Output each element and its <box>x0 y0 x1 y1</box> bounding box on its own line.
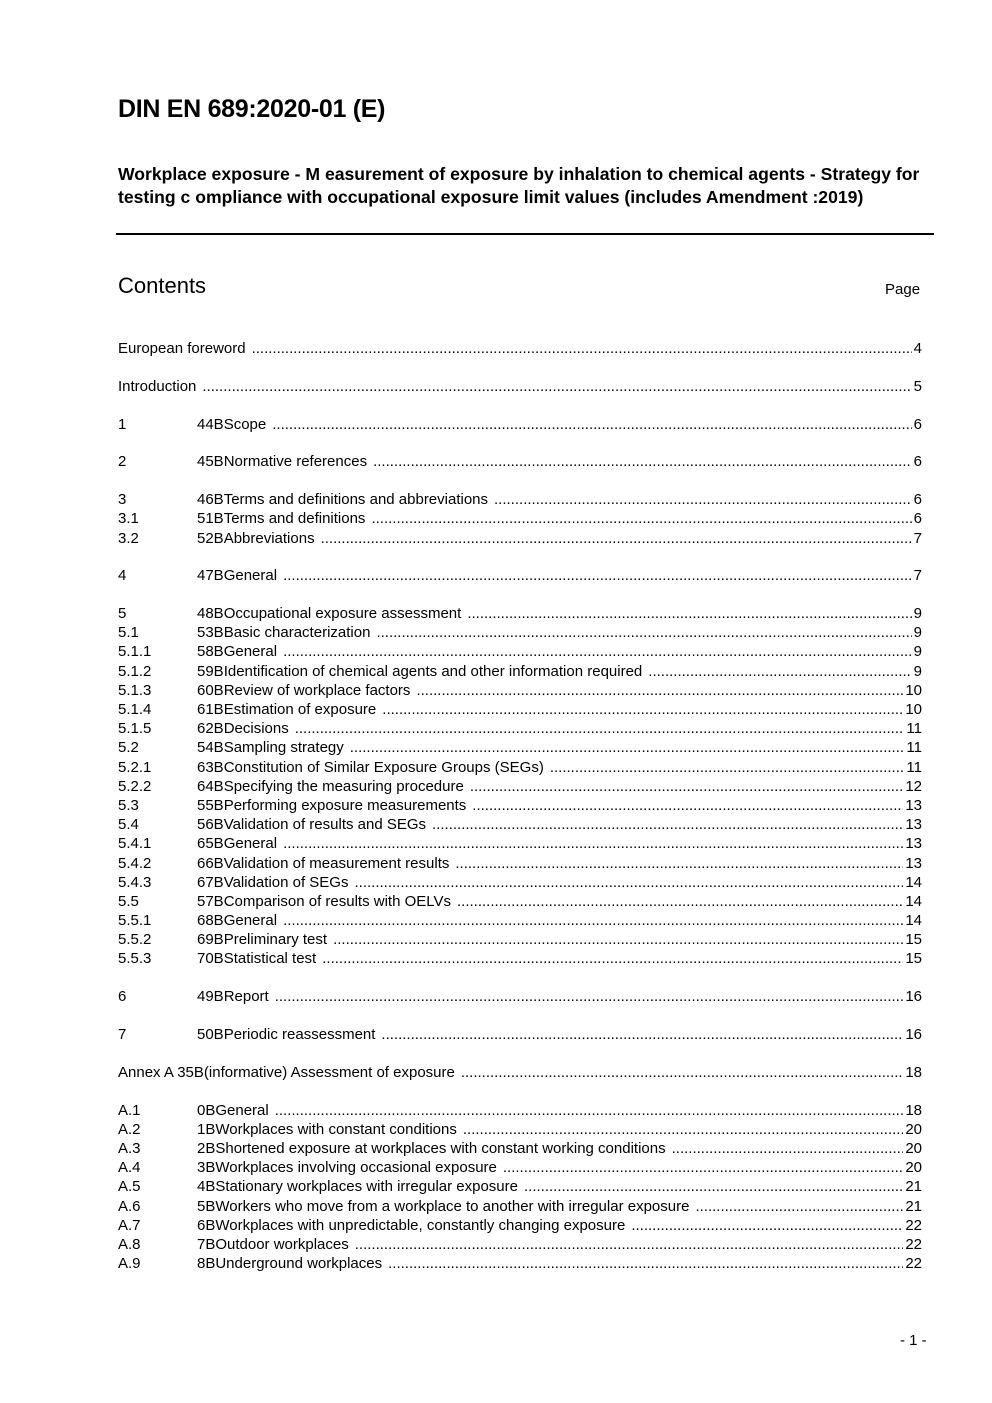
toc-entry[interactable] <box>118 1177 922 1196</box>
toc-entry[interactable] <box>118 873 922 892</box>
toc-entry-page: 22 <box>905 1216 922 1234</box>
toc-entry-page: 16 <box>905 1026 922 1043</box>
toc-entry-page: 13 <box>905 796 922 814</box>
toc-entry-number: A.7 <box>118 1216 141 1234</box>
toc-entry-number: 6 <box>118 988 127 1006</box>
toc-dot-leader <box>283 911 903 930</box>
toc-dot-leader <box>275 1101 904 1120</box>
toc-entry-number: 5.2.2 <box>118 777 152 795</box>
toc-entry-number: A.1 <box>118 1101 141 1119</box>
toc-entry-label: 59BIdentification of chemical agents and other information required <box>197 662 643 680</box>
toc-dot-leader <box>463 1120 903 1139</box>
toc-entry-page: 7 <box>913 529 922 547</box>
toc-dot-leader <box>503 1158 903 1177</box>
toc-entry-label: 58BGeneral <box>197 643 278 661</box>
toc-entry-number: 5.1.2 <box>118 662 152 680</box>
toc-entry[interactable] <box>118 700 922 719</box>
toc-entry-number: 5.4 <box>118 816 139 834</box>
toc-dot-leader <box>252 339 912 358</box>
toc-entry-number: 5.5.3 <box>118 950 152 968</box>
toc-entry-number: 5.2.1 <box>118 758 152 776</box>
toc-entry[interactable] <box>118 1120 922 1139</box>
toc-dot-leader <box>283 834 903 853</box>
toc-dot-leader <box>416 681 903 700</box>
toc-entry-page: 20 <box>905 1159 922 1177</box>
toc-entry[interactable] <box>118 415 922 434</box>
toc-dot-leader <box>275 987 904 1006</box>
toc-entry[interactable] <box>118 1025 922 1044</box>
toc-dot-leader <box>695 1197 903 1216</box>
toc-entry[interactable] <box>118 834 922 853</box>
toc-dot-leader <box>354 873 903 892</box>
toc-entry[interactable] <box>118 509 922 528</box>
toc-entry-number: 3 <box>118 491 127 509</box>
toc-dot-leader <box>457 892 903 911</box>
toc-dot-leader <box>202 377 911 396</box>
toc-entry-label: 66BValidation of measurement results <box>197 854 450 872</box>
toc-dot-leader <box>672 1139 904 1158</box>
toc-entry-page: 14 <box>905 892 922 910</box>
toc-dot-leader <box>388 1254 903 1273</box>
toc-entry-number: 5.5.1 <box>118 912 152 930</box>
toc-entry-number: 5.3 <box>118 796 139 814</box>
toc-entry-page: 9 <box>913 624 922 642</box>
toc-entry-page: 15 <box>905 931 922 949</box>
toc-entry-page: 18 <box>905 1101 922 1119</box>
toc-entry-label: 5BWorkers who move from a workplace to another with irregular exposure <box>197 1197 690 1215</box>
toc-entry-label: Introduction <box>118 377 197 395</box>
toc-entry-label: 52BAbbreviations <box>197 529 315 547</box>
toc-entry[interactable] <box>118 758 922 777</box>
toc-entry[interactable] <box>118 719 922 738</box>
toc-entry-label: 65BGeneral <box>197 835 278 853</box>
toc-entry[interactable] <box>118 642 922 661</box>
toc-entry-label: 68BGeneral <box>197 912 278 930</box>
toc-dot-leader <box>494 490 912 509</box>
toc-entry-label: 63BConstitution of Similar Exposure Groups (SEGs) <box>197 758 544 776</box>
toc-entry-label: 60BReview of workplace factors <box>197 681 411 699</box>
toc-entry-label: 47BGeneral <box>197 567 278 585</box>
toc-entry-page: 9 <box>913 643 922 661</box>
toc-dot-leader <box>455 854 903 873</box>
toc-entry[interactable] <box>118 662 922 681</box>
toc-dot-leader <box>333 930 903 949</box>
toc-entry-number: A.9 <box>118 1255 141 1273</box>
toc-entry-number: 2 <box>118 453 127 471</box>
toc-entry-label: 49BReport <box>197 988 269 1006</box>
toc-entry-label: 1BWorkplaces with constant conditions <box>197 1120 457 1138</box>
toc-dot-leader <box>295 719 905 738</box>
toc-entry[interactable] <box>118 911 922 930</box>
toc-entry[interactable] <box>118 339 922 358</box>
toc-entry-number: 1 <box>118 415 127 433</box>
toc-entry-label: 46BTerms and definitions and abbreviations <box>197 491 489 509</box>
toc-entry-label: 62BDecisions <box>197 720 289 738</box>
toc-entry-number: 5.4.2 <box>118 854 152 872</box>
toc-entry-label: 69BPreliminary test <box>197 931 328 949</box>
toc-entry-number: A.6 <box>118 1197 141 1215</box>
toc-dot-leader <box>381 1025 903 1044</box>
toc-entry-page: 12 <box>905 777 922 795</box>
toc-entry[interactable] <box>118 1235 922 1254</box>
toc-entry-page: 4 <box>913 340 922 357</box>
toc-entry[interactable] <box>118 1063 922 1082</box>
toc-entry-page: 16 <box>905 988 922 1006</box>
toc-entry-page: 9 <box>913 605 922 623</box>
toc-entry[interactable] <box>118 623 922 642</box>
toc-dot-leader <box>272 415 911 434</box>
toc-entry-page: 9 <box>913 662 922 680</box>
toc-entry[interactable] <box>118 1216 922 1235</box>
toc-dot-leader <box>355 1235 904 1254</box>
toc-entry[interactable] <box>118 1158 922 1177</box>
toc-entry[interactable] <box>118 854 922 873</box>
toc-entry-label: 48BOccupational exposure assessment <box>197 605 462 623</box>
toc-entry-number: 3.1 <box>118 510 139 528</box>
toc-entry-label: 2BShortened exposure at workplaces with constant working conditions <box>197 1139 666 1157</box>
toc-entry-number: 5.5.2 <box>118 931 152 949</box>
toc-entry[interactable] <box>118 452 922 471</box>
toc-entry-number: 5.4.3 <box>118 873 152 891</box>
toc-entry-page: 14 <box>905 873 922 891</box>
toc-dot-leader <box>283 642 912 661</box>
toc-entry-number: 4 <box>118 567 127 585</box>
toc-entry-label: 8BUnderground workplaces <box>197 1255 383 1273</box>
document-id: DIN EN 689:2020-01 (E) <box>118 95 386 123</box>
toc-entry[interactable] <box>118 738 922 757</box>
toc-entry-page: 15 <box>905 950 922 968</box>
toc-entry-page: 6 <box>913 510 922 528</box>
toc-entry-label: 64BSpecifying the measuring procedure <box>197 777 464 795</box>
toc-entry-label: 6BWorkplaces with unpredictable, constantly changing exposure <box>197 1216 626 1234</box>
toc-dot-leader <box>376 623 911 642</box>
toc-entry-label: 61BEstimation of exposure <box>197 701 377 718</box>
toc-entry[interactable] <box>118 777 922 796</box>
toc-entry-page: 20 <box>905 1139 922 1157</box>
toc-entry-label: 45BNormative references <box>197 453 368 471</box>
toc-dot-leader <box>470 777 903 796</box>
toc-entry-label: 3BWorkplaces involving occasional exposure <box>197 1159 497 1177</box>
toc-dot-leader <box>524 1177 903 1196</box>
toc-entry-page: 21 <box>905 1197 922 1215</box>
toc-dot-leader <box>371 509 911 528</box>
toc-entry[interactable] <box>118 949 922 968</box>
toc-entry-number: 5 <box>118 605 127 623</box>
toc-entry-page: 18 <box>905 1063 922 1081</box>
toc-entry[interactable] <box>118 796 922 815</box>
toc-entry-page: 6 <box>913 453 922 471</box>
toc-entry-label: 51BTerms and definitions <box>197 510 366 528</box>
toc-entry-page: 21 <box>905 1178 922 1196</box>
toc-entry-number: 5.1.1 <box>118 643 152 661</box>
document-title: Workplace exposure - M easurement of exposure by inhalation to chemical agents - Strategy for testing c ompliance with occupational exposure limit values (includes Amendment :2019) <box>118 164 920 207</box>
toc-entry-label: European foreword <box>118 340 246 357</box>
toc-entry-label: 44BScope <box>197 415 267 433</box>
toc-entry-page: 13 <box>905 854 922 872</box>
toc-entry-number: A.2 <box>118 1120 141 1138</box>
toc-entry-page: 7 <box>913 567 922 585</box>
toc-entry-label: 55BPerforming exposure measurements <box>197 796 467 814</box>
toc-entry-number: 3.2 <box>118 529 139 547</box>
toc-entry[interactable] <box>118 1139 922 1158</box>
contents-heading: Contents <box>118 273 207 298</box>
toc-dot-leader <box>322 949 903 968</box>
toc-entry-page: 11 <box>906 758 922 776</box>
toc-entry-number: 5.1 <box>118 624 139 642</box>
toc-entry-page: 5 <box>913 377 922 395</box>
toc-entry[interactable] <box>118 1254 922 1273</box>
toc-entry-page: 20 <box>905 1120 922 1138</box>
toc-entry-page: 10 <box>905 701 922 718</box>
toc-entry-page: 6 <box>913 415 922 433</box>
toc-dot-leader <box>631 1216 903 1235</box>
toc-dot-leader <box>373 452 912 471</box>
page-number: - 1 - <box>900 1332 927 1349</box>
toc-dot-leader <box>382 700 903 719</box>
toc-entry[interactable] <box>118 529 922 548</box>
toc-entry[interactable] <box>118 377 922 396</box>
toc-entry-page: 13 <box>905 816 922 834</box>
toc-dot-leader <box>432 815 903 834</box>
toc-entry[interactable] <box>118 930 922 949</box>
toc-entry-number: 5.5 <box>118 892 139 910</box>
toc-entry-page: 13 <box>905 835 922 853</box>
toc-entry-number: 7 <box>118 1026 127 1043</box>
toc-entry-label: Annex A 35B(informative) Assessment of exposure <box>118 1063 455 1081</box>
toc-entry-page: 10 <box>905 681 922 699</box>
toc-entry-number: A.3 <box>118 1139 141 1157</box>
toc-entry[interactable] <box>118 681 922 700</box>
toc-entry-label: 50BPeriodic reassessment <box>197 1026 376 1043</box>
table-of-contents <box>118 339 922 1273</box>
toc-entry[interactable] <box>118 490 922 509</box>
toc-entry-number: 5.1.4 <box>118 701 152 718</box>
toc-entry-label: 54BSampling strategy <box>197 739 344 757</box>
toc-entry-label: 7BOutdoor workplaces <box>197 1235 349 1253</box>
toc-entry-page: 11 <box>906 739 922 757</box>
toc-dot-leader <box>467 604 911 623</box>
toc-entry-label: 67BValidation of SEGs <box>197 873 349 891</box>
toc-dot-leader <box>350 738 905 757</box>
toc-entry-number: 5.4.1 <box>118 835 152 853</box>
toc-entry-page: 11 <box>906 720 922 738</box>
toc-dot-leader <box>648 662 911 681</box>
toc-entry-page: 6 <box>913 491 922 509</box>
toc-entry-label: 0BGeneral <box>197 1101 269 1119</box>
toc-dot-leader <box>550 758 905 777</box>
toc-entry-number: 5.1.3 <box>118 681 152 699</box>
page-column-label: Page <box>885 281 921 298</box>
toc-entry-label: 56BValidation of results and SEGs <box>197 816 427 834</box>
toc-entry-page: 14 <box>905 912 922 930</box>
toc-entry-label: 70BStatistical test <box>197 950 317 968</box>
toc-entry[interactable] <box>118 1197 922 1216</box>
toc-dot-leader <box>461 1063 903 1082</box>
toc-entry[interactable] <box>118 815 922 834</box>
title-divider <box>116 233 934 235</box>
toc-entry-number: 5.1.5 <box>118 720 152 738</box>
toc-entry-number: 5.2 <box>118 739 139 757</box>
toc-entry-label: 57BComparison of results with OELVs <box>197 892 451 910</box>
toc-entry[interactable] <box>118 1101 922 1120</box>
toc-entry-label: 53BBasic characterization <box>197 624 371 642</box>
toc-entry-page: 22 <box>905 1255 922 1273</box>
toc-entry[interactable] <box>118 892 922 911</box>
toc-entry[interactable] <box>118 566 922 585</box>
toc-entry-page: 22 <box>905 1235 922 1253</box>
toc-dot-leader <box>472 796 903 815</box>
toc-entry-label: 4BStationary workplaces with irregular exposure <box>197 1178 518 1196</box>
toc-entry[interactable] <box>118 987 922 1006</box>
toc-entry-number: A.4 <box>118 1159 141 1177</box>
toc-dot-leader <box>283 566 912 585</box>
toc-entry-number: A.8 <box>118 1235 141 1253</box>
toc-entry-number: A.5 <box>118 1178 141 1196</box>
toc-dot-leader <box>321 529 912 548</box>
toc-entry[interactable] <box>118 604 922 623</box>
